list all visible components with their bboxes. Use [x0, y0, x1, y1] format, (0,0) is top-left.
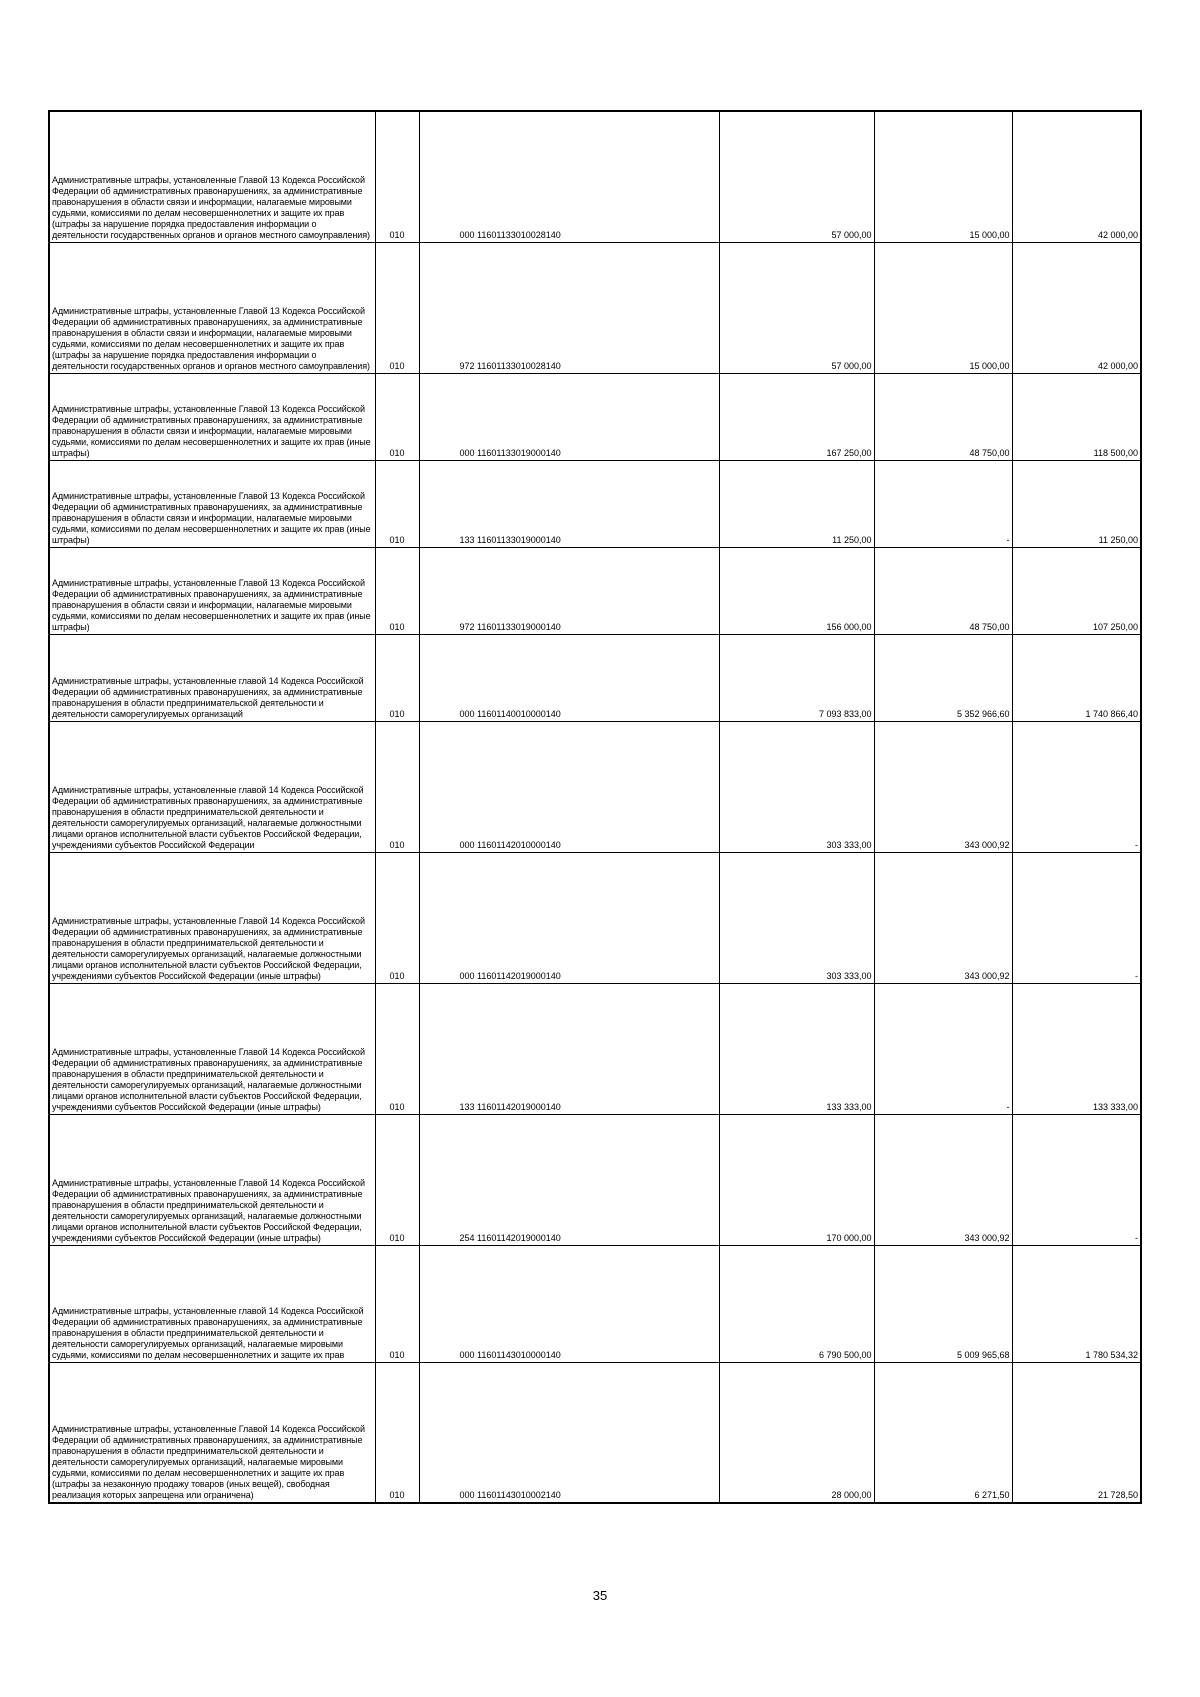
table-row — [49, 111, 1141, 242]
table-row — [49, 634, 1141, 721]
row-name-cell: Административные штрафы, установленные Главой 14 Кодекса Российской Федерации об административных правонарушениях, за административные правонарушения в области предпринимательской деятельности и деятельности саморегулируемых организаций, налагаемые должностными лицами органов исполнительной власти субъектов Российской Федерации, учреждениями субъектов Российской Федерации (иные штрафы) — [49, 1114, 375, 1245]
row-name-cell: Административные штрафы, установленные Главой 13 Кодекса Российской Федерации об административных правонарушениях, за административные правонарушения в области связи и информации, налагаемые мировыми судьями, комиссиями по делам несовершеннолетних и защите их прав (иные штрафы) — [49, 373, 375, 460]
row-unexecuted-cell: 42 000,00 — [1012, 242, 1141, 373]
row-unexecuted-cell: - — [1012, 852, 1141, 983]
row-line-code-cell: 010 — [375, 721, 419, 852]
row-executed-cell: 343 000,92 — [874, 1114, 1012, 1245]
row-budget-code-cell: 000 11601133019000140 — [419, 373, 719, 460]
row-budget-code-cell: 133 11601133019000140 — [419, 460, 719, 547]
row-line-code-cell: 010 — [375, 1245, 419, 1362]
row-line-code-cell: 010 — [375, 1114, 419, 1245]
row-executed-cell: 343 000,92 — [874, 721, 1012, 852]
row-approved-cell: 28 000,00 — [719, 1362, 874, 1503]
row-approved-cell: 7 093 833,00 — [719, 634, 874, 721]
row-approved-cell: 6 790 500,00 — [719, 1245, 874, 1362]
table-row — [49, 1114, 1141, 1245]
row-approved-cell: 167 250,00 — [719, 373, 874, 460]
row-budget-code-cell: 000 11601143010002140 — [419, 1362, 719, 1503]
table-body — [49, 111, 1141, 1503]
row-approved-cell: 11 250,00 — [719, 460, 874, 547]
row-unexecuted-cell: 42 000,00 — [1012, 111, 1141, 242]
row-line-code-cell: 010 — [375, 242, 419, 373]
row-name-cell: Административные штрафы, установленные Главой 14 Кодекса Российской Федерации об административных правонарушениях, за административные правонарушения в области предпринимательской деятельности и деятельности саморегулируемых организаций, налагаемые должностными лицами органов исполнительной власти субъектов Российской Федерации, учреждениями субъектов Российской Федерации (иные штрафы) — [49, 983, 375, 1114]
table-row — [49, 373, 1141, 460]
row-unexecuted-cell: 118 500,00 — [1012, 373, 1141, 460]
row-line-code-cell: 010 — [375, 460, 419, 547]
row-unexecuted-cell: 11 250,00 — [1012, 460, 1141, 547]
row-unexecuted-cell: 1 780 534,32 — [1012, 1245, 1141, 1362]
row-name-cell: Административные штрафы, установленные Главой 13 Кодекса Российской Федерации об административных правонарушениях, за административные правонарушения в области связи и информации, налагаемые мировыми судьями, комиссиями по делам несовершеннолетних и защите их прав (штрафы за нарушение порядка предоставления информации о деятельности государственных органов и органов местного самоуправления) — [49, 111, 375, 242]
revenue-execution-table — [48, 110, 1142, 1504]
row-executed-cell: 5 009 965,68 — [874, 1245, 1012, 1362]
row-executed-cell: 343 000,92 — [874, 852, 1012, 983]
row-unexecuted-cell: - — [1012, 721, 1141, 852]
row-name-cell: Административные штрафы, установленные главой 14 Кодекса Российской Федерации об административных правонарушениях, за административные правонарушения в области предпринимательской деятельности и деятельности саморегулируемых организаций, налагаемые мировыми судьями, комиссиями по делам несовершеннолетних и защите их прав — [49, 1245, 375, 1362]
table-row — [49, 547, 1141, 634]
row-name-cell: Административные штрафы, установленные Главой 14 Кодекса Российской Федерации об административных правонарушениях, за административные правонарушения в области предпринимательской деятельности и деятельности саморегулируемых организаций, налагаемые мировыми судьями, комиссиями по делам несовершеннолетних и защите их прав (штрафы за незаконную продажу товаров (иных вещей), свободная реализация которых запрещена или ограничена) — [49, 1362, 375, 1503]
row-approved-cell: 57 000,00 — [719, 111, 874, 242]
row-line-code-cell: 010 — [375, 547, 419, 634]
row-unexecuted-cell: 1 740 866,40 — [1012, 634, 1141, 721]
row-unexecuted-cell: 21 728,50 — [1012, 1362, 1141, 1503]
row-budget-code-cell: 000 11601142019000140 — [419, 852, 719, 983]
row-unexecuted-cell: 107 250,00 — [1012, 547, 1141, 634]
row-unexecuted-cell: 133 333,00 — [1012, 983, 1141, 1114]
row-line-code-cell: 010 — [375, 111, 419, 242]
row-executed-cell: - — [874, 983, 1012, 1114]
row-budget-code-cell: 133 11601142019000140 — [419, 983, 719, 1114]
row-approved-cell: 303 333,00 — [719, 852, 874, 983]
row-approved-cell: 156 000,00 — [719, 547, 874, 634]
table-row — [49, 1245, 1141, 1362]
report-sheet — [48, 110, 1140, 1504]
row-budget-code-cell: 972 11601133010028140 — [419, 242, 719, 373]
row-executed-cell: 48 750,00 — [874, 547, 1012, 634]
row-approved-cell: 133 333,00 — [719, 983, 874, 1114]
row-budget-code-cell: 972 11601133019000140 — [419, 547, 719, 634]
row-approved-cell: 57 000,00 — [719, 242, 874, 373]
row-name-cell: Административные штрафы, установленные Главой 13 Кодекса Российской Федерации об административных правонарушениях, за административные правонарушения в области связи и информации, налагаемые мировыми судьями, комиссиями по делам несовершеннолетних и защите их прав (штрафы за нарушение порядка предоставления информации о деятельности государственных органов и органов местного самоуправления) — [49, 242, 375, 373]
row-line-code-cell: 010 — [375, 634, 419, 721]
row-name-cell: Административные штрафы, установленные Главой 13 Кодекса Российской Федерации об административных правонарушениях, за административные правонарушения в области связи и информации, налагаемые мировыми судьями, комиссиями по делам несовершеннолетних и защите их прав (иные штрафы) — [49, 547, 375, 634]
row-executed-cell: 15 000,00 — [874, 242, 1012, 373]
table-row — [49, 242, 1141, 373]
row-executed-cell: 48 750,00 — [874, 373, 1012, 460]
table-row — [49, 721, 1141, 852]
row-approved-cell: 303 333,00 — [719, 721, 874, 852]
row-budget-code-cell: 000 11601140010000140 — [419, 634, 719, 721]
row-name-cell: Административные штрафы, установленные главой 14 Кодекса Российской Федерации об административных правонарушениях, за административные правонарушения в области предпринимательской деятельности и деятельности саморегулируемых организаций, налагаемые должностными лицами органов исполнительной власти субъектов Российской Федерации, учреждениями субъектов Российской Федерации — [49, 721, 375, 852]
table-row — [49, 460, 1141, 547]
table-row — [49, 983, 1141, 1114]
row-budget-code-cell: 000 11601143010000140 — [419, 1245, 719, 1362]
row-line-code-cell: 010 — [375, 852, 419, 983]
row-name-cell: Административные штрафы, установленные Главой 13 Кодекса Российской Федерации об административных правонарушениях, за административные правонарушения в области связи и информации, налагаемые мировыми судьями, комиссиями по делам несовершеннолетних и защите их прав (иные штрафы) — [49, 460, 375, 547]
row-budget-code-cell: 254 11601142019000140 — [419, 1114, 719, 1245]
row-name-cell: Административные штрафы, установленные главой 14 Кодекса Российской Федерации об административных правонарушениях, за административные правонарушения в области предпринимательской деятельности и деятельности саморегулируемых организаций — [49, 634, 375, 721]
page-number: 35 — [592, 1588, 608, 1603]
row-budget-code-cell: 000 11601142010000140 — [419, 721, 719, 852]
row-line-code-cell: 010 — [375, 373, 419, 460]
row-unexecuted-cell: - — [1012, 1114, 1141, 1245]
row-executed-cell: - — [874, 460, 1012, 547]
table-row — [49, 1362, 1141, 1503]
row-name-cell: Административные штрафы, установленные Главой 14 Кодекса Российской Федерации об административных правонарушениях, за административные правонарушения в области предпринимательской деятельности и деятельности саморегулируемых организаций, налагаемые должностными лицами органов исполнительной власти субъектов Российской Федерации, учреждениями субъектов Российской Федерации (иные штрафы) — [49, 852, 375, 983]
table-row — [49, 852, 1141, 983]
row-line-code-cell: 010 — [375, 983, 419, 1114]
row-executed-cell: 6 271,50 — [874, 1362, 1012, 1503]
row-budget-code-cell: 000 11601133010028140 — [419, 111, 719, 242]
row-executed-cell: 15 000,00 — [874, 111, 1012, 242]
row-executed-cell: 5 352 966,60 — [874, 634, 1012, 721]
row-line-code-cell: 010 — [375, 1362, 419, 1503]
row-approved-cell: 170 000,00 — [719, 1114, 874, 1245]
